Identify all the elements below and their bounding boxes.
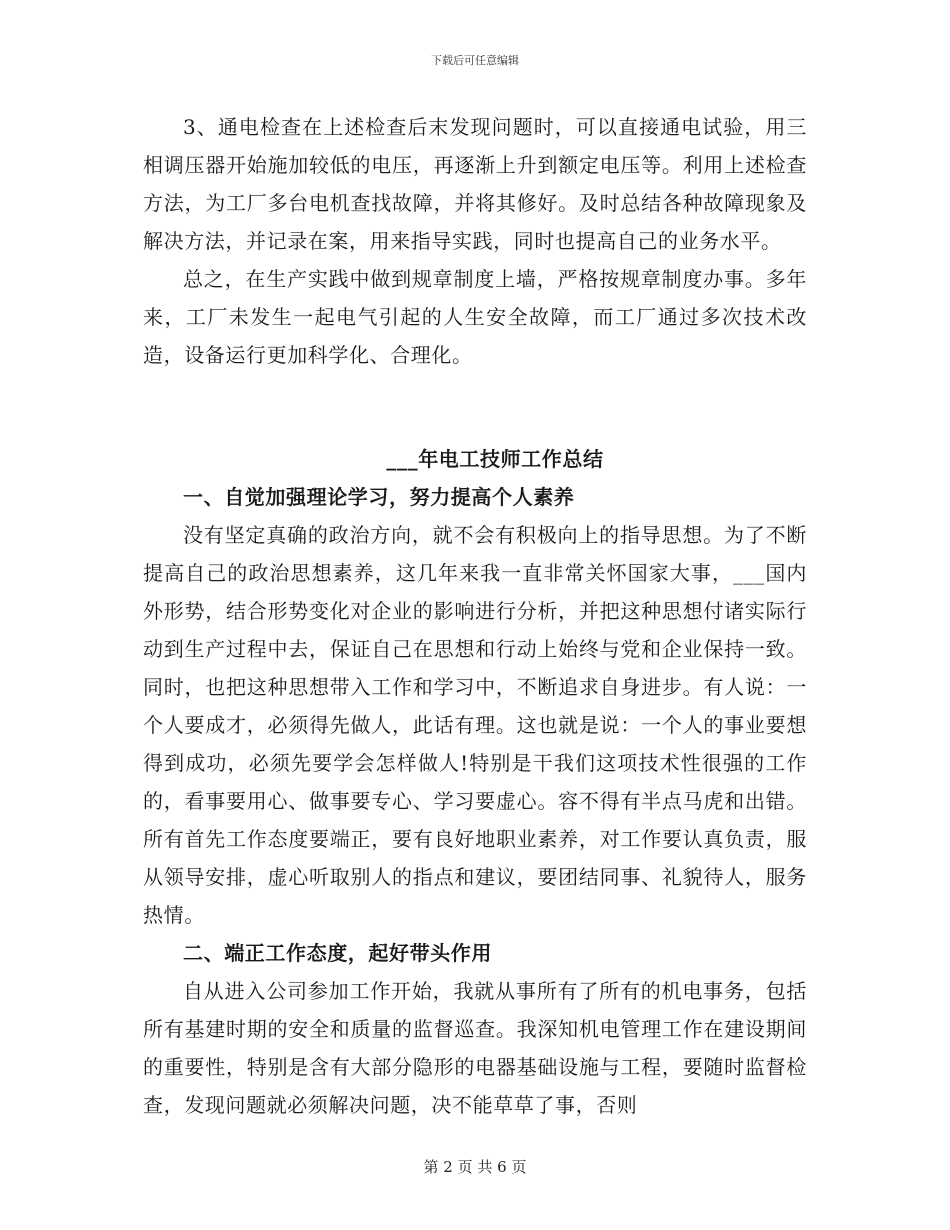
section-heading-1: 一、自觉加强理论学习，努力提高个人素养 [183, 485, 575, 509]
paragraph-theory-study: 没有坚定真确的政治方向，就不会有积极向上的指导思想。为了不断提高自己的政治思想素养，这几年来我一直非常关怀国家大事，___国内外形势，结合形势变化对企业的影响进行分析，并把这种思想付诸实际行动到生产过程中去，保证自己在思想和行动上始终与党和企业保持一致。同时，也把这种思想带入工作和学习中，不断追求自身进步。有人说：一个人要成才，必须得先做人，此话有理。这也就是说：一个人的事业要想得到成功，必须先要学会怎样做人!特别是干我们这项技术性很强的工作的，看事要用心、做事要专心、学习要虚心。容不得有半点马虎和出错。所有首先工作态度要端正，要有良好地职业素养，对工作要认真负责，服从领导安排，虚心听取别人的指点和建议，要团结同事、礼貌待人，服务热情。 [143, 523, 807, 927]
section-heading-2: 二、端正工作态度，起好带头作用 [183, 941, 492, 965]
document-body [143, 108, 807, 1124]
paragraph-work-attitude: 自从进入公司参加工作开始，我就从事所有了所有的机电事务，包括所有基建时期的安全和质量的监督巡查。我深知机电管理工作在建设期间的重要性，特别是含有大部分隐形的电器基础设施与工程，要随时监督检查，发现问题就必须解决问题，决不能草草了事，否则 [143, 979, 807, 1117]
paragraph-electrical-test: 3、通电检查在上述检查后末发现问题时，可以直接通电试验，用三相调压器开始施加较低的电压，再逐渐上升到额定电压等。利用上述检查方法，为工厂多台电机查找故障，并将其修好。及时总结各种故障现象及解决方法，并记录在案，用来指导实践，同时也提高自己的业务水平。 [143, 115, 807, 253]
paragraph-summary: 总之，在生产实践中做到规章制度上墙，严格按规章制度办事。多年来，工厂未发生一起电气引起的人生安全故障，而工厂通过多次技术改造，设备运行更加科学化、合理化。 [143, 267, 807, 367]
page-footer: 第 2 页 共 6 页 [423, 1158, 527, 1176]
document-title: ___年电工技师工作总结 [386, 447, 604, 471]
page-header: 下载后可任意编辑 [431, 54, 519, 67]
